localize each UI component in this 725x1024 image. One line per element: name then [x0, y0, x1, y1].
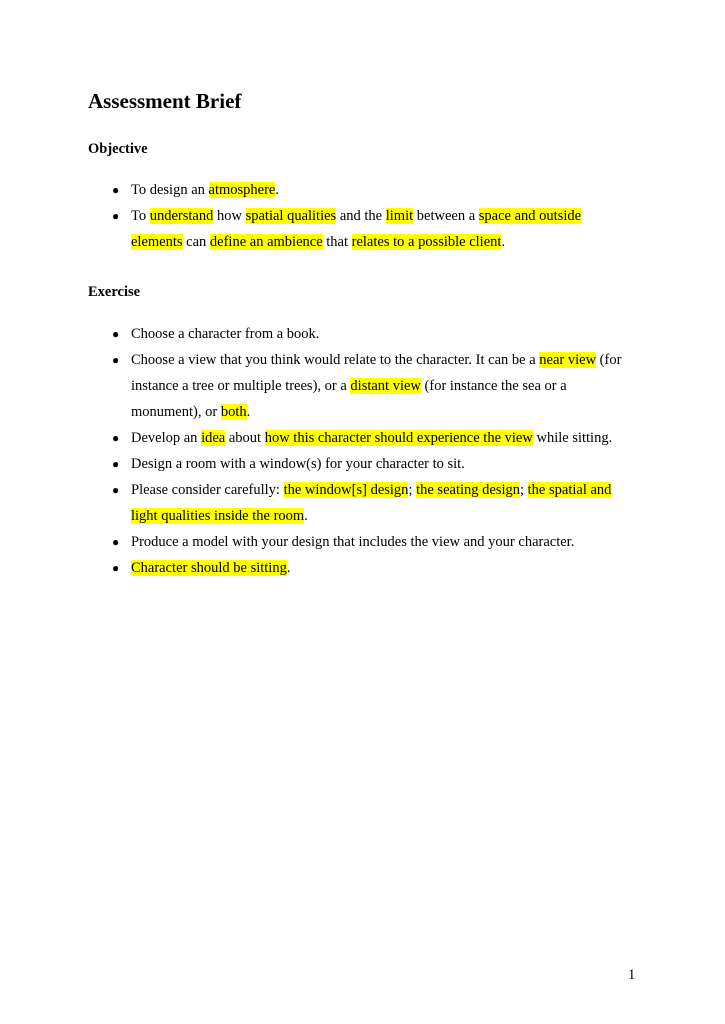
item-text: Produce a model with your design that includes the view and your character.: [131, 534, 575, 550]
objective-list-item: [0, 203, 631, 255]
item-text: To: [131, 208, 150, 224]
highlighted-text: limit: [385, 208, 414, 224]
highlighted-text: spatial qualities: [245, 208, 337, 224]
exercise-list: [0, 321, 725, 581]
item-text: can: [182, 234, 210, 250]
exercise-heading: Exercise: [88, 284, 141, 300]
highlighted-text: Character should be sitting: [131, 560, 287, 576]
item-text: .: [286, 560, 291, 576]
item-text: .: [304, 508, 308, 524]
bullet-icon: ●: [112, 183, 120, 197]
highlighted-text: understand: [149, 208, 214, 224]
objective-heading: Objective: [88, 141, 148, 157]
objective-list: [0, 177, 725, 255]
item-text: and the: [336, 208, 386, 224]
item-text: ;: [520, 482, 528, 498]
highlighted-text: idea: [201, 430, 226, 446]
item-text: (for instance the sea or a monument), or: [131, 378, 567, 420]
item-text: that: [322, 234, 352, 250]
bullet-icon: ●: [112, 353, 120, 367]
bullet-icon: ●: [112, 431, 120, 445]
item-text: To design an: [131, 182, 209, 198]
highlighted-text: distant view: [350, 378, 421, 394]
item-text: .: [246, 404, 251, 420]
bullet-icon: ●: [112, 327, 120, 341]
item-text: Please consider carefully:: [131, 482, 284, 498]
item-text: Choose a view that you think would relate to the character. It can be a: [131, 352, 540, 368]
exercise-list-item: [0, 477, 631, 529]
item-text: Develop an: [131, 430, 202, 446]
highlighted-text: the window[s] design: [283, 482, 409, 498]
highlighted-text: define an ambience: [209, 234, 323, 250]
exercise-list-item: [0, 529, 631, 555]
item-text: between a: [413, 208, 479, 224]
item-text: (for instance a tree or multiple trees), or a: [131, 352, 622, 394]
exercise-list-item: [0, 321, 631, 347]
item-text: Design a room with a window(s) for your character to sit.: [131, 456, 465, 472]
highlighted-text: the seating design: [416, 482, 520, 498]
bullet-icon: ●: [112, 457, 120, 471]
bullet-icon: ●: [112, 561, 120, 575]
highlighted-text: both: [220, 404, 247, 420]
highlighted-text: atmosphere: [208, 182, 276, 198]
document-title: Assessment Brief: [88, 89, 242, 113]
highlighted-text: how this character should experience the view: [264, 430, 533, 446]
item-text: ;: [408, 482, 417, 498]
bullet-icon: ●: [112, 535, 120, 549]
exercise-list-item: [0, 451, 631, 477]
objective-list-item: [0, 177, 631, 203]
item-text: how: [213, 208, 246, 224]
bullet-icon: ●: [112, 209, 120, 223]
item-text: Choose a character from a book.: [131, 326, 320, 342]
exercise-list-item: [0, 425, 631, 451]
bullet-icon: ●: [112, 483, 120, 497]
page-number: 1: [628, 967, 636, 983]
exercise-list-item: [0, 555, 631, 581]
highlighted-text: the spatial and light qualities inside the room: [131, 482, 612, 524]
highlighted-text: space and outside elements: [131, 208, 582, 250]
exercise-list-item: [0, 347, 631, 425]
item-text: while sitting.: [532, 430, 613, 446]
highlighted-text: relates to a possible client: [351, 234, 502, 250]
item-text: .: [275, 182, 279, 198]
item-text: .: [501, 234, 506, 250]
item-text: about: [225, 430, 265, 446]
highlighted-text: near view: [539, 352, 597, 368]
